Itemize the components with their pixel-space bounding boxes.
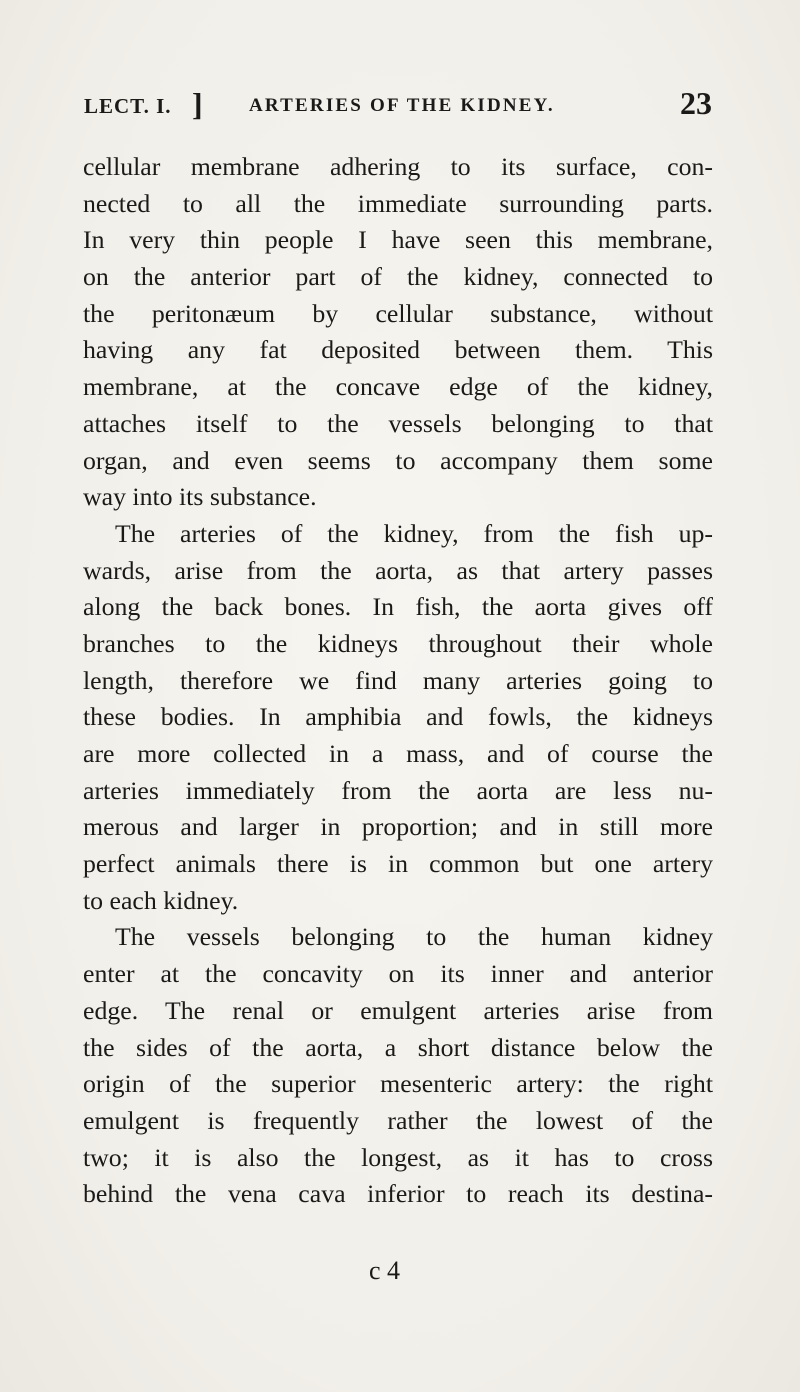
text-line: In very thin people I have seen this membrane, <box>83 225 713 255</box>
header-bracket: ] <box>192 86 203 122</box>
text-line: organ, and even seems to accompany them some <box>83 445 713 475</box>
text-line: enter at the concavity on its inner and anterior <box>83 959 713 989</box>
text-line: emulgent is frequently rather the lowest of the <box>83 1105 713 1135</box>
text-line: wards, arise from the aorta, as that artery passes <box>83 555 713 585</box>
text-line: two; it is also the longest, as it has to cross <box>83 1142 713 1172</box>
text-line: having any fat deposited between them. This <box>83 335 713 365</box>
lecture-label: LECT. I. <box>84 94 172 118</box>
body-text <box>83 149 713 1213</box>
paragraph-end-line: to each kidney. <box>83 885 239 915</box>
running-title: ARTERIES OF THE KIDNEY. <box>249 95 555 116</box>
text-line: arteries immediately from the aorta are less nu- <box>83 775 713 805</box>
text-line: these bodies. In amphibia and fowls, the kidneys <box>83 702 713 732</box>
text-line: the sides of the aorta, a short distance below the <box>83 1032 713 1062</box>
text-line: are more collected in a mass, and of course the <box>83 739 713 768</box>
text-line: the peritonæum by cellular substance, without <box>83 298 713 328</box>
text-line: along the back bones. In fish, the aorta gives off <box>83 592 713 622</box>
text-line: merous and larger in proportion; and in still more <box>83 812 713 842</box>
text-line: on the anterior part of the kidney, connected to <box>83 262 713 292</box>
running-header <box>84 85 712 132</box>
text-line: membrane, at the concave edge of the kidney, <box>83 372 713 402</box>
text-line: attaches itself to the vessels belonging to that <box>83 408 713 438</box>
paragraph-start-line: The vessels belonging to the human kidney <box>115 922 713 952</box>
text-line: cellular membrane adhering to its surface, con- <box>83 152 713 181</box>
paragraph-end-line: way into its substance. <box>83 482 317 512</box>
text-line: behind the vena cava inferior to reach its destina- <box>83 1179 713 1209</box>
text-line: branches to the kidneys throughout their whole <box>83 628 713 658</box>
text-line: nected to all the immediate surrounding parts. <box>83 188 713 218</box>
page-number: 23 <box>680 85 712 121</box>
text-line: edge. The renal or emulgent arteries arise from <box>83 995 713 1025</box>
signature-mark: c 4 <box>369 1256 401 1285</box>
paragraph-start-line: The arteries of the kidney, from the fish up- <box>115 518 713 548</box>
text-line: perfect animals there is in common but one artery <box>83 849 713 879</box>
text-line: length, therefore we find many arteries going to <box>83 665 713 695</box>
text-line: origin of the superior mesenteric artery: the right <box>83 1069 713 1099</box>
